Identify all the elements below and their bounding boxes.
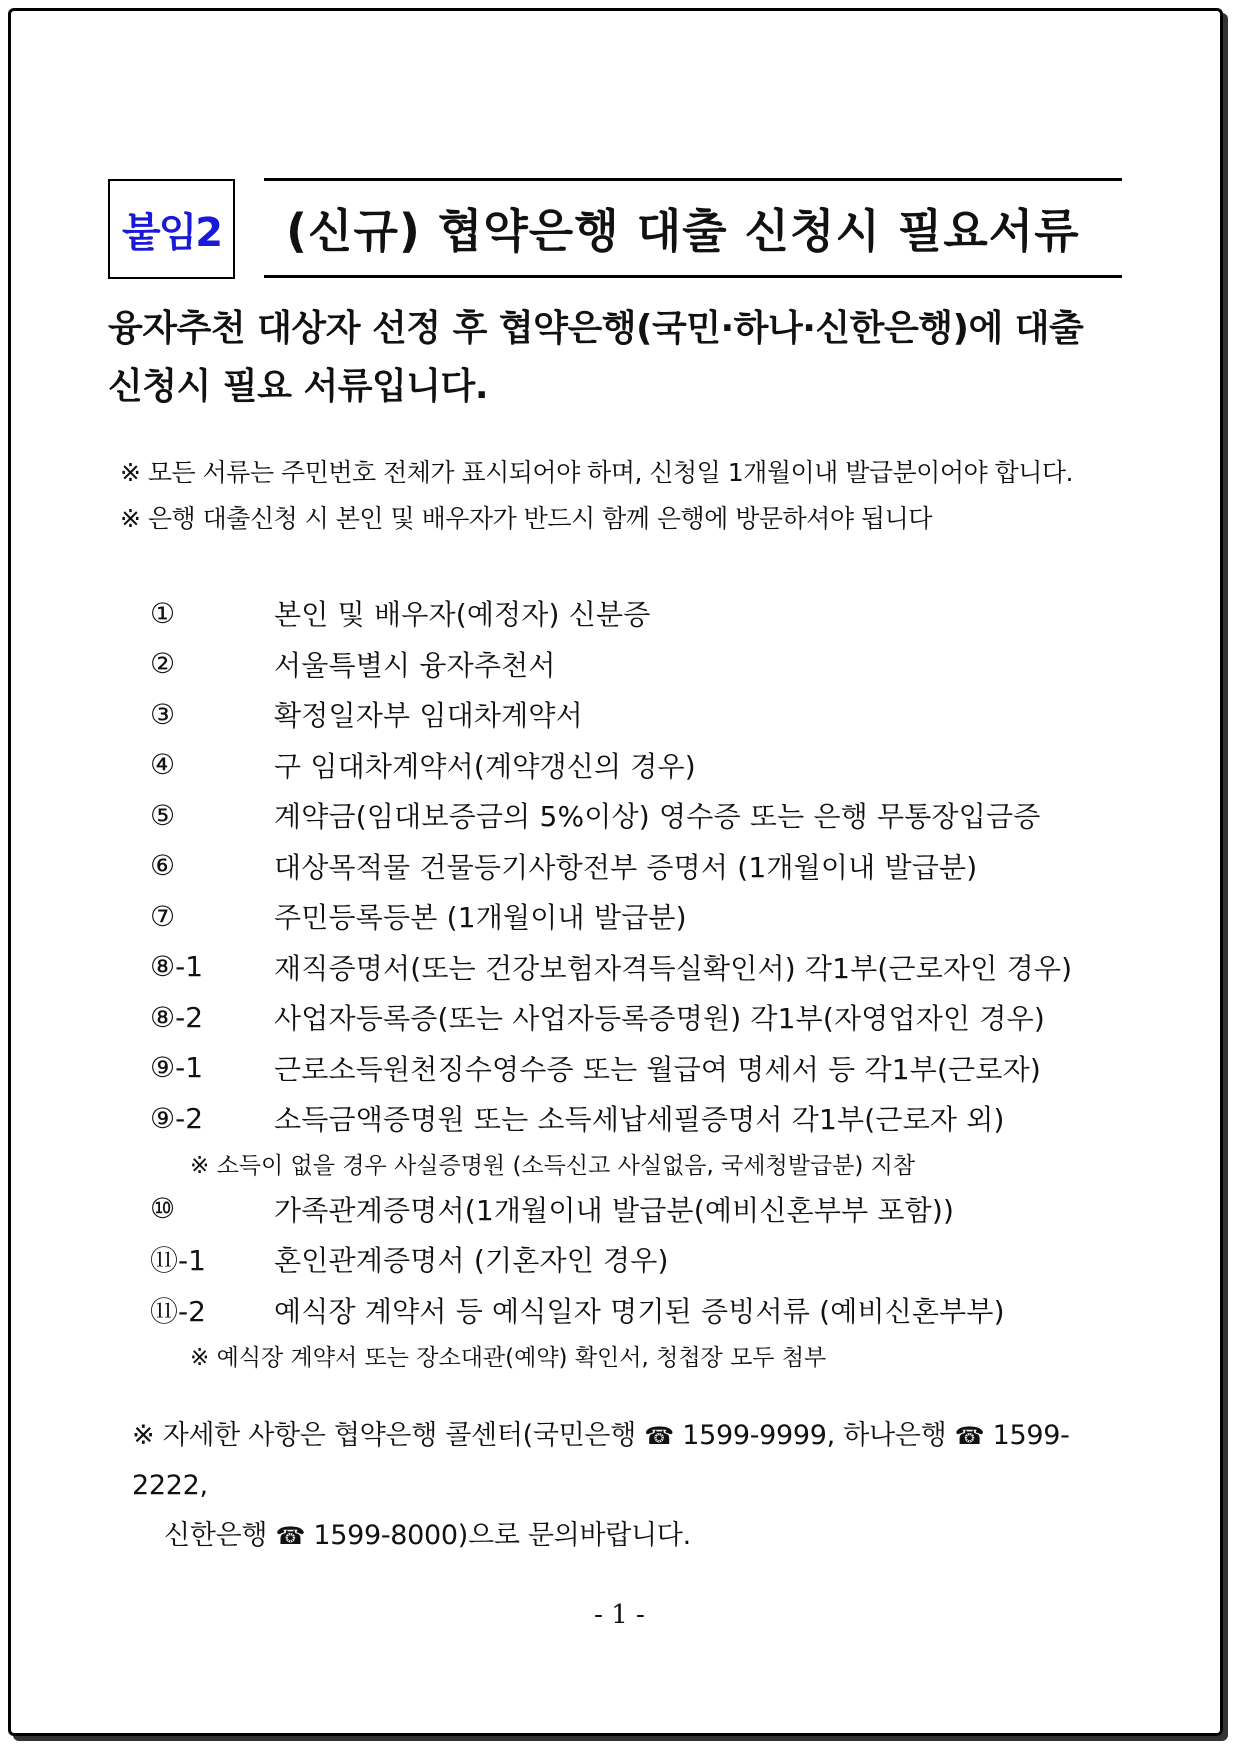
document-item: [150, 1093, 1140, 1144]
attachment-tag-label: 붙임2: [121, 209, 222, 256]
shinhan-label: 신한은행: [164, 1520, 268, 1551]
document-number: ③: [150, 697, 176, 731]
contact-line-2: [132, 1511, 1132, 1561]
document-item: [150, 942, 1140, 993]
income-sub-note: ※ 소득이 없을 경우 사실증명원 (소득신고 사실없음, 국세청발급분) 지참: [190, 1153, 916, 1179]
document-number: ⑧-1: [150, 950, 204, 984]
document-item: [150, 740, 1140, 791]
document-number: ⑤: [150, 798, 176, 832]
phone-icon: ☎: [644, 1422, 674, 1450]
notice-line: ※ 은행 대출신청 시 본인 및 배우자가 반드시 함께 은행에 방문하셔야 됩니다: [120, 504, 932, 533]
document-text: 대상목적물 건물등기사항전부 증명서 (1개월이내 발급분): [274, 850, 978, 884]
document-text: 확정일자부 임대차계약서: [274, 699, 583, 733]
hana-phone: 1599-2222,: [132, 1420, 1070, 1501]
document-number: ⑦: [150, 899, 176, 933]
notice-line: ※ 모든 서류는 주민번호 전체가 표시되어야 하며, 신청일 1개월이내 발급분이어야 합니다.: [120, 458, 1073, 487]
document-item: [150, 1285, 1140, 1336]
document-item: [150, 992, 1140, 1043]
intro-line-1: 융자추천 대상자 선정 후 협약은행(국민·하나·신한은행)에 대출: [108, 308, 1084, 349]
document-text: 계약금(임대보증금의 5%이상) 영수증 또는 은행 무통장입금증: [274, 800, 1041, 834]
document-item: [150, 790, 1140, 841]
contact-note: [132, 1411, 1132, 1561]
phone-icon: ☎: [275, 1522, 306, 1550]
document-number: ⑩: [150, 1192, 176, 1226]
title-bar: [264, 178, 1122, 278]
document-text: 가족관계증명서(1개월이내 발급분(예비신혼부부 포함)): [274, 1193, 955, 1227]
document-item: [150, 639, 1140, 690]
document-text: 재직증명서(또는 건강보험자격득실확인서) 각1부(근로자인 경우): [274, 951, 1073, 985]
intro-text: [108, 300, 1118, 416]
document-item: [150, 841, 1140, 892]
page-title: (신규) 협약은행 대출 신청시 필요서류: [286, 204, 1080, 258]
document-text: 사업자등록증(또는 사업자등록증명원) 각1부(자영업자인 경우): [274, 1002, 1046, 1036]
document-item: [150, 588, 1140, 639]
document-text: 주민등록등본 (1개월이내 발급분): [274, 901, 687, 935]
document-number: ①: [150, 596, 176, 630]
wedding-sub-note: ※ 예식장 계약서 또는 장소대관(예약) 확인서, 청첩장 모두 첨부: [190, 1344, 827, 1371]
document-number: ⑪-1: [150, 1244, 206, 1278]
document-item: [150, 1184, 1140, 1235]
page-number: - 1 -: [594, 1600, 645, 1630]
document-text: 본인 및 배우자(예정자) 신분증: [274, 598, 651, 632]
contact-prefix: ※ 자세한 사항은 협약은행 콜센터(국민은행: [132, 1420, 636, 1451]
document-item: [150, 1234, 1140, 1285]
required-documents-list: [150, 588, 1140, 1375]
intro-line-2: 신청시 필요 서류입니다.: [108, 366, 489, 407]
document-number: ⑪-2: [150, 1294, 206, 1328]
kb-phone: 1599-9999, 하나은행: [682, 1420, 947, 1451]
document-number: ⑨-1: [150, 1051, 204, 1085]
shinhan-phone: 1599-8000)으로 문의바랍니다.: [313, 1520, 691, 1551]
document-number: ②: [150, 647, 176, 681]
document-text: 혼인관계증명서 (기혼자인 경우): [274, 1244, 669, 1278]
attachment-tag: [108, 179, 235, 279]
document-item: [150, 689, 1140, 740]
document-item: [150, 891, 1140, 942]
document-text: 서울특별시 융자추천서: [274, 648, 556, 682]
document-text: 예식장 계약서 등 예식일자 명기된 증빙서류 (예비신혼부부): [274, 1294, 1005, 1328]
document-text: 소득금액증명원 또는 소득세납세필증명서 각1부(근로자 외): [274, 1103, 1005, 1137]
notice-list: [120, 450, 1120, 542]
document-text: 구 임대차계약서(계약갱신의 경우): [274, 749, 696, 783]
phone-icon: ☎: [954, 1422, 985, 1450]
document-number: ⑨-2: [150, 1101, 204, 1135]
document-number: ⑧-2: [150, 1000, 204, 1034]
document-item: [150, 1043, 1140, 1094]
document-number: ⑥: [150, 849, 176, 883]
document-text: 근로소득원천징수영수증 또는 월급여 명세서 등 각1부(근로자): [274, 1052, 1041, 1086]
contact-line-1: [132, 1411, 1132, 1511]
document-number: ④: [150, 748, 176, 782]
